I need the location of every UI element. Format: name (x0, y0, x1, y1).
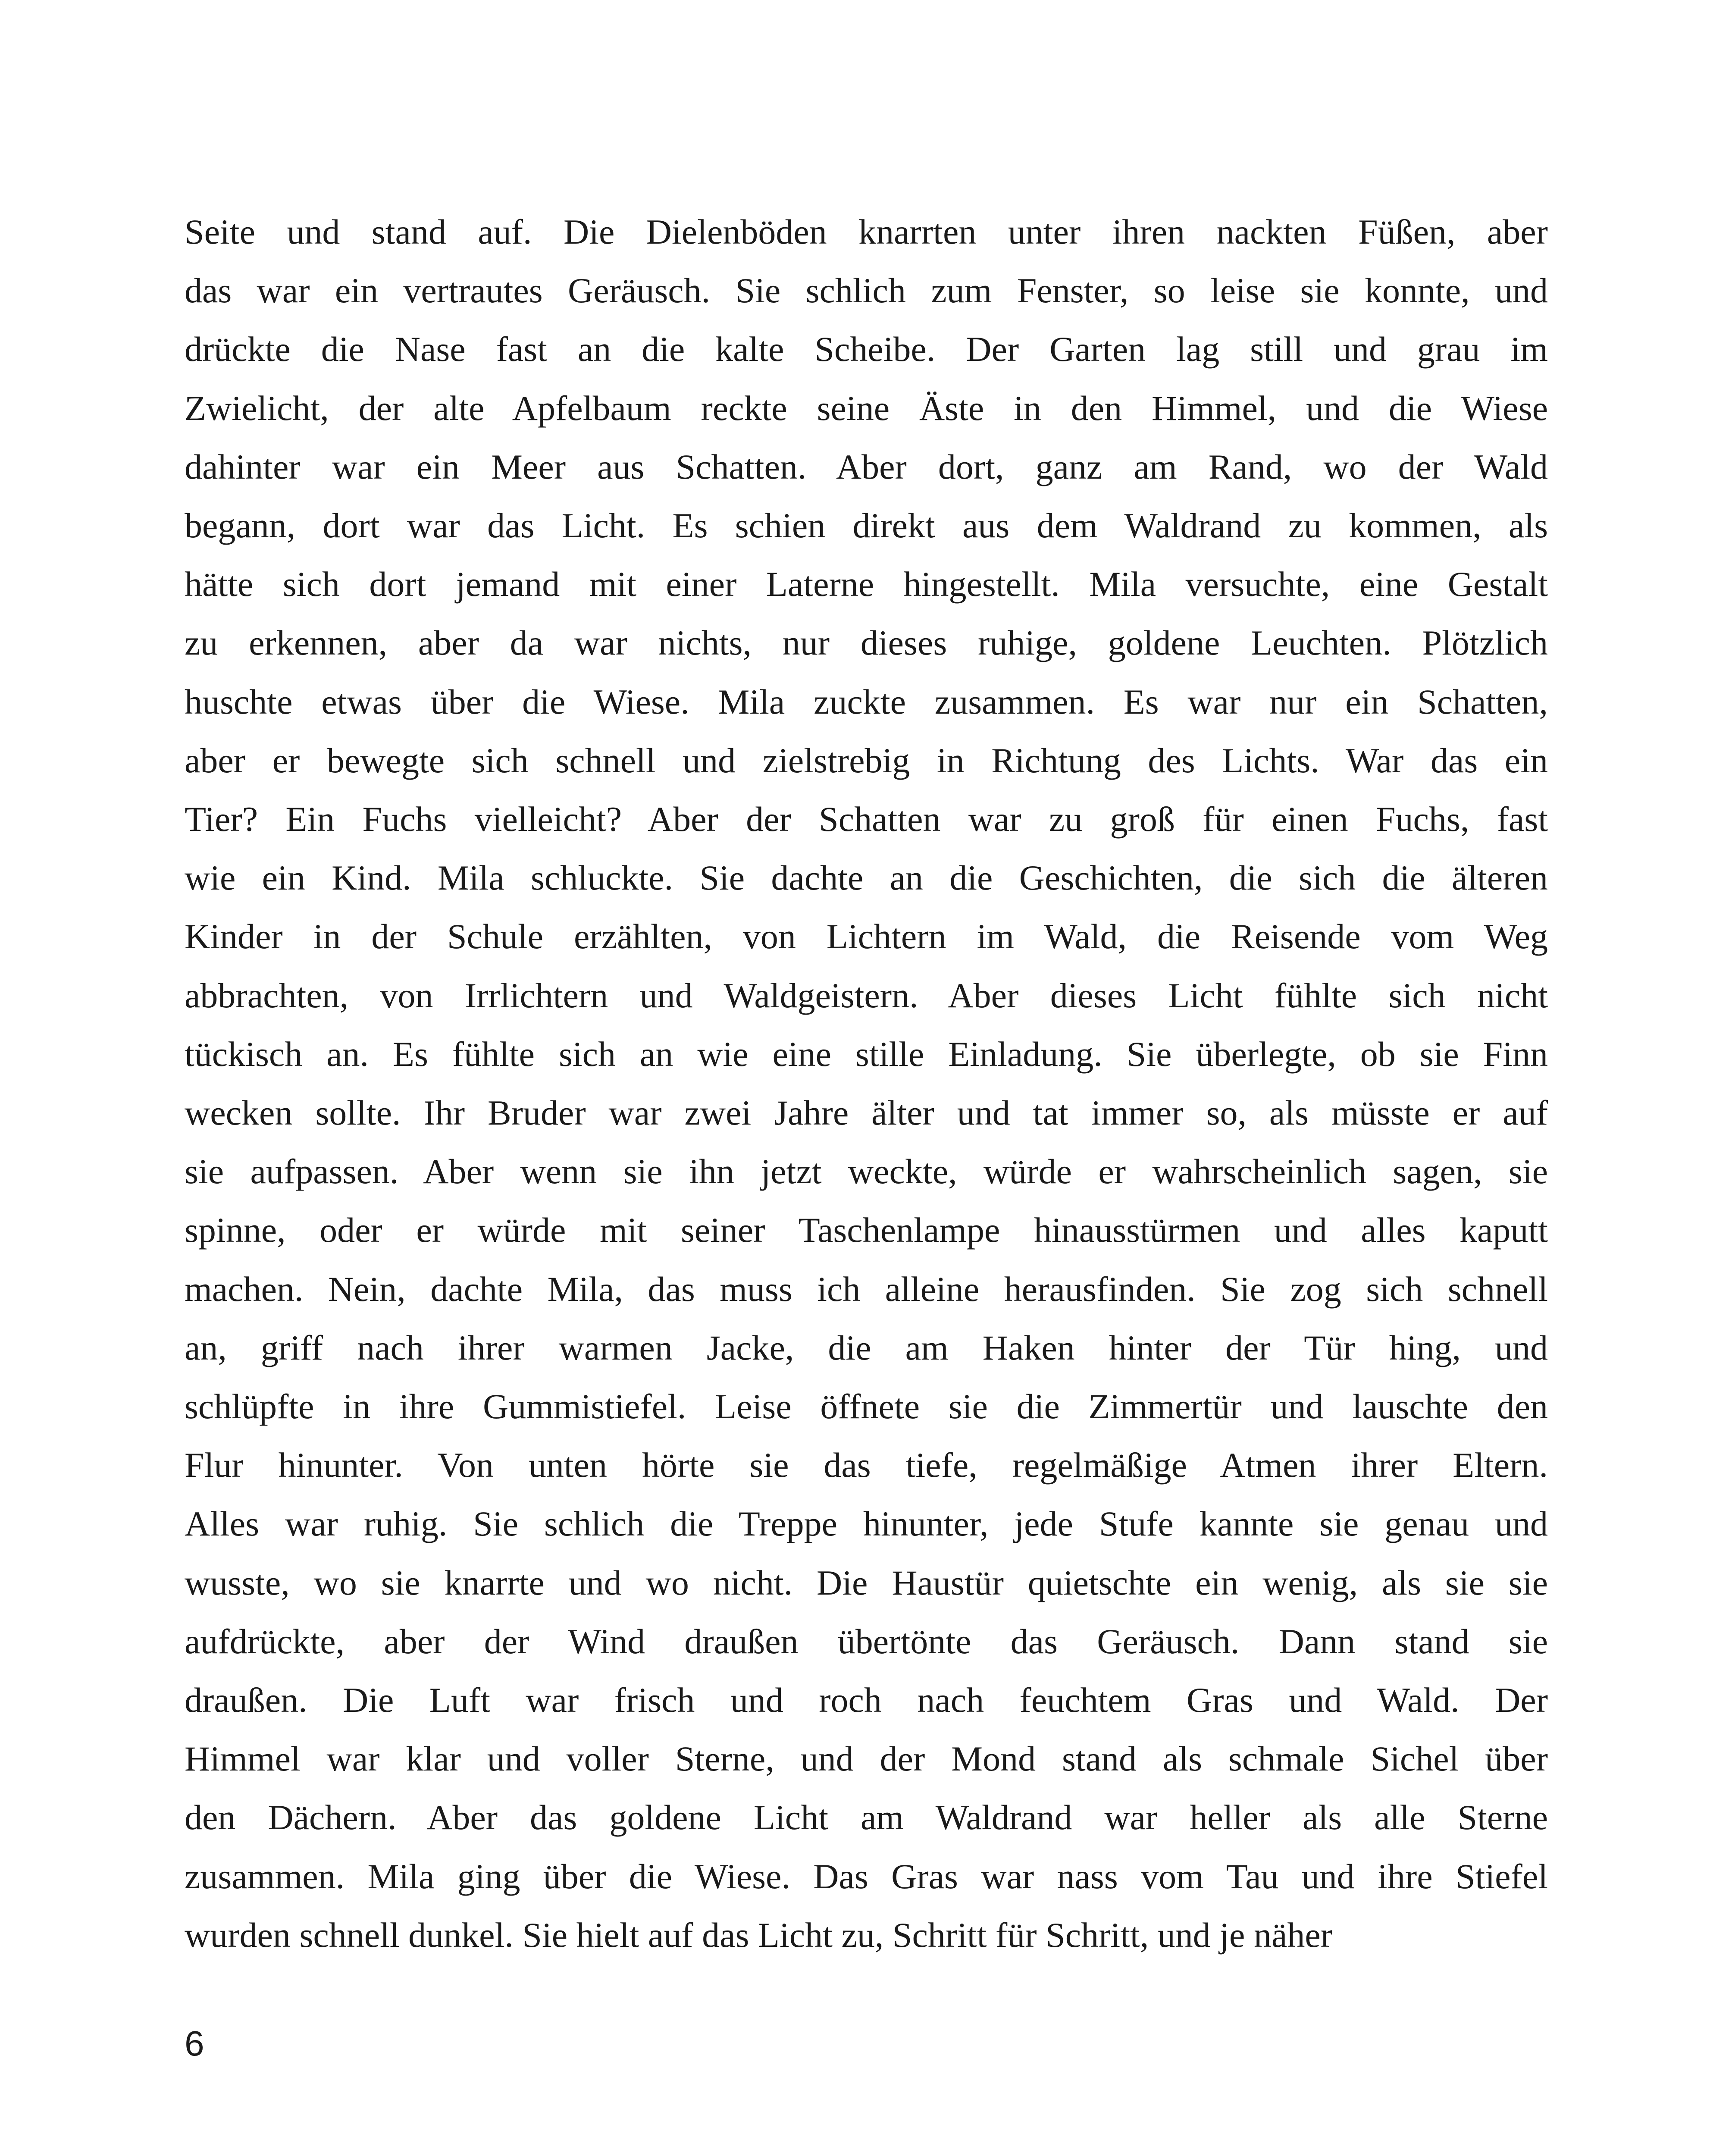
text-line: zusammen. Mila ging über die Wiese. Das Gras war nass vom Tau und ihre Stiefel (185, 1856, 1548, 1896)
text-line: schlüpfte in ihre Gummistiefel. Leise öffnete sie die Zimmertür und lauschte den (185, 1387, 1548, 1426)
text-line: Himmel war klar und voller Sterne, und der Mond stand als schmale Sichel über (185, 1739, 1548, 1779)
text-line: wurden schnell dunkel. Sie hielt auf das Licht zu, Schritt für Schritt, und je näher (185, 1915, 1333, 1955)
text-line: Kinder in der Schule erzählten, von Lichtern im Wald, die Reisende vom Weg (185, 917, 1548, 956)
text-line: hätte sich dort jemand mit einer Laterne hingestellt. Mila versuchte, eine Gestalt (185, 564, 1548, 604)
text-line: Seite und stand auf. Die Dielenböden knarrten unter ihren nackten Füßen, aber (185, 212, 1548, 251)
text-line: den Dächern. Aber das goldene Licht am Waldrand war heller als alle Sterne (185, 1798, 1548, 1837)
text-line: wie ein Kind. Mila schluckte. Sie dachte an die Geschichten, die sich die älteren (185, 858, 1548, 898)
text-line: zu erkennen, aber da war nichts, nur dieses ruhige, goldene Leuchten. Plötzlich (185, 623, 1548, 663)
text-line: machen. Nein, dachte Mila, das muss ich alleine herausfinden. Sie zog sich schnell (185, 1269, 1548, 1309)
text-line: spinne, oder er würde mit seiner Taschenlampe hinausstürmen und alles kaputt (185, 1210, 1548, 1250)
text-line: wecken sollte. Ihr Bruder war zwei Jahre älter und tat immer so, als müsste er auf (185, 1093, 1548, 1133)
text-line: an, griff nach ihrer warmen Jacke, die am Haken hinter der Tür hing, und (185, 1328, 1548, 1367)
text-line: Tier? Ein Fuchs vielleicht? Aber der Schatten war zu groß für einen Fuchs, fast (185, 799, 1548, 839)
body-text (185, 203, 1548, 1965)
text-line: drückte die Nase fast an die kalte Scheibe. Der Garten lag still und grau im (185, 329, 1548, 369)
text-line: Alles war ruhig. Sie schlich die Treppe hinunter, jede Stufe kannte sie genau und (185, 1504, 1548, 1544)
text-line: abbrachten, von Irrlichtern und Waldgeistern. Aber dieses Licht fühlte sich nicht (185, 975, 1548, 1015)
text-line: begann, dort war das Licht. Es schien direkt aus dem Waldrand zu kommen, als (185, 506, 1548, 545)
text-line: Zwielicht, der alte Apfelbaum reckte seine Äste in den Himmel, und die Wiese (185, 388, 1548, 428)
text-line: sie aufpassen. Aber wenn sie ihn jetzt weckte, würde er wahrscheinlich sagen, sie (185, 1152, 1548, 1191)
text-line: draußen. Die Luft war frisch und roch nach feuchtem Gras und Wald. Der (185, 1680, 1548, 1720)
text-line: tückisch an. Es fühlte sich an wie eine stille Einladung. Sie überlegte, ob sie Finn (185, 1034, 1548, 1074)
text-line: Flur hinunter. Von unten hörte sie das tiefe, regelmäßige Atmen ihrer Eltern. (185, 1445, 1548, 1485)
text-line: dahinter war ein Meer aus Schatten. Aber dort, ganz am Rand, wo der Wald (185, 447, 1548, 486)
text-line: huschte etwas über die Wiese. Mila zuckte zusammen. Es war nur ein Schatten, (185, 682, 1548, 721)
page-number: 6 (185, 2024, 204, 2063)
text-line: wusste, wo sie knarrte und wo nicht. Die Haustür quietschte ein wenig, als sie sie (185, 1563, 1548, 1602)
text-line: aber er bewegte sich schnell und zielstrebig in Richtung des Lichts. War das ein (185, 740, 1548, 780)
text-line: das war ein vertrautes Geräusch. Sie schlich zum Fenster, so leise sie konnte, und (185, 271, 1548, 310)
text-line: aufdrückte, aber der Wind draußen übertönte das Geräusch. Dann stand sie (185, 1621, 1548, 1661)
